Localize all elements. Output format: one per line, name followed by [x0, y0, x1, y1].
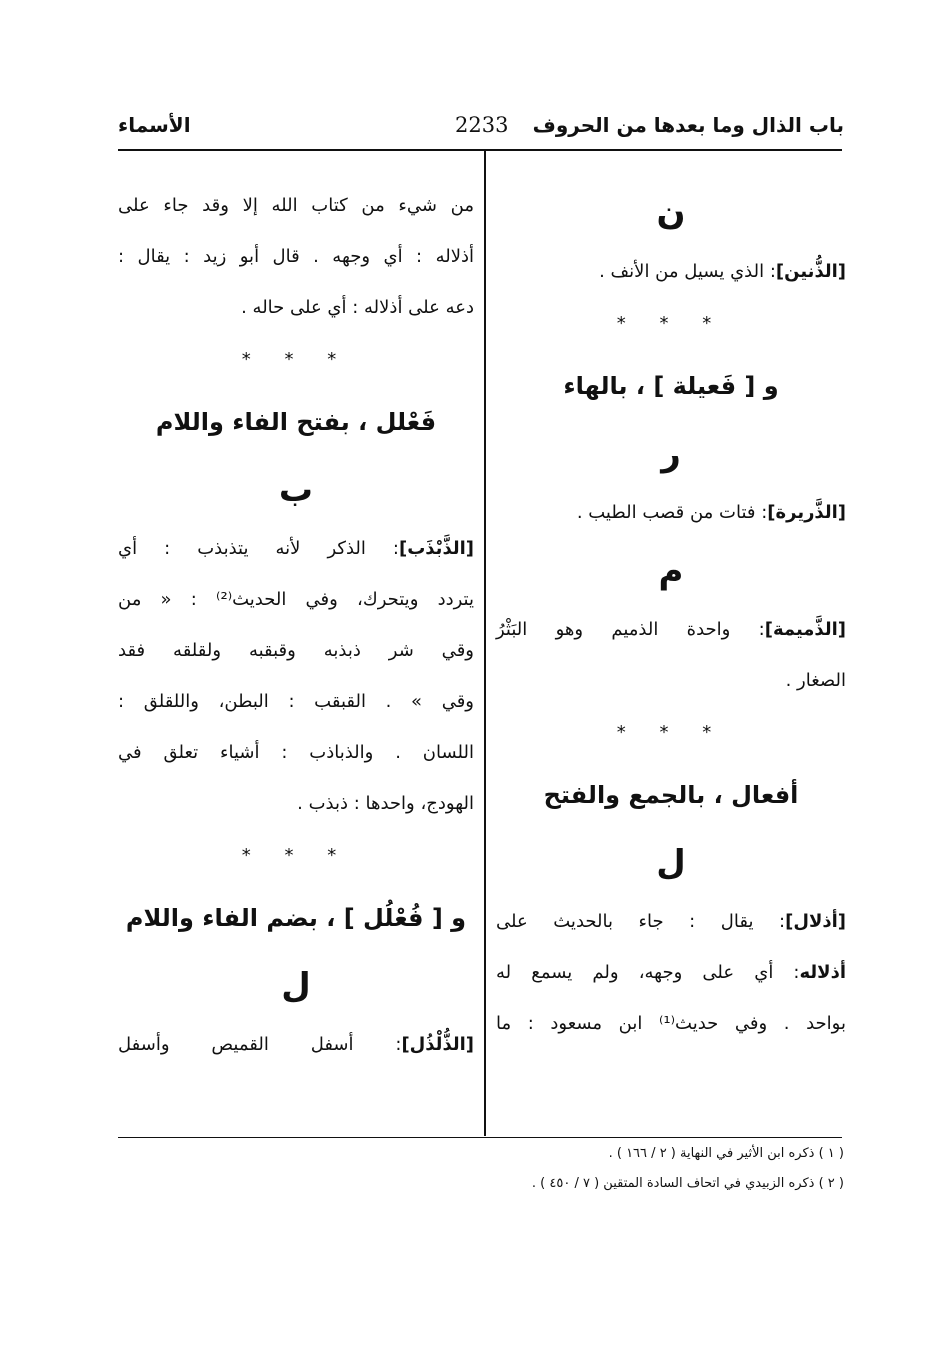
- section-heading-fulul: و [ فُعْلُل ] ، بضم الفاء واللام: [125, 904, 467, 932]
- letter-heading-ra: ر: [661, 434, 681, 474]
- letter-heading-lam: ل: [281, 966, 311, 1006]
- entry-definition: : أسفل القميص وأسفل: [118, 1034, 402, 1055]
- entry-term: [أذلال]: [785, 911, 846, 932]
- entry-dhuldhul: [118, 1019, 474, 1070]
- body-line: أذلاله : أي وجهه . قال أبو زيد : يقال :: [118, 246, 474, 267]
- section-heading-afal: أفعال ، بالجمع والفتح: [543, 781, 799, 809]
- section-heading-faila: و [ فَعيلة ] ، بالهاء: [563, 372, 779, 400]
- entry-definition: : الذكر لأنه يتذبذب : أي: [118, 538, 399, 559]
- column-divider: [484, 150, 486, 1136]
- section-name: الأسماء: [118, 113, 191, 137]
- entry-definition: : الذي يسيل من الأنف .: [599, 261, 776, 282]
- separator-stars: * * *: [616, 313, 726, 334]
- entry-dhamima-cont: الصغار .: [785, 670, 846, 691]
- entry-dhabdhab-line: وقي شر ذبذبه وقبقبه ولقلقه فقد: [118, 640, 474, 661]
- entry-adhlal-line: [496, 947, 846, 998]
- footnote-2: ( ٢ ) ذكره الزبيدي في اتحاف السادة المتقين ( ٧ / ٤٥٠ ) .: [531, 1176, 844, 1191]
- separator-stars: * * *: [241, 349, 351, 370]
- entry-dhunayn: [496, 246, 846, 297]
- letter-heading-lam: ل: [656, 843, 686, 883]
- entry-adhlal-line: [496, 896, 846, 947]
- right-column: [496, 180, 846, 1049]
- entry-term: أذلاله: [799, 962, 846, 983]
- entry-term: [الذَّريرة]: [767, 502, 846, 523]
- entry-dhabdhab-line: اللسان . والذباذب : أشياء تعلق في: [118, 742, 474, 763]
- page-number: 2233: [455, 113, 509, 137]
- entry-dhabdhab-line: يتردد ويتحرك، وفي الحديث⁽²⁾ : « من: [118, 589, 474, 610]
- entry-dhabdhab-line: الهودج، واحدها : ذبذب .: [297, 793, 474, 814]
- entry-term: [الذَّميمة]: [764, 619, 846, 640]
- left-column: [118, 180, 474, 1070]
- letter-heading-ba: ب: [278, 470, 314, 510]
- entry-dhamima: [496, 604, 846, 655]
- body-line: من شيء من كتاب الله إلا وقد جاء على: [118, 195, 474, 216]
- entry-definition: : فتات من قصب الطيب .: [576, 502, 768, 523]
- entry-term: [الذَّبْذَب]: [398, 538, 474, 559]
- letter-heading-nun: ن: [656, 193, 686, 233]
- entry-term: [الذُّلْذُل]: [401, 1034, 474, 1055]
- header-rule: [118, 149, 842, 151]
- entry-definition: : يقال : جاء بالحديث على: [496, 911, 786, 932]
- chapter-title: باب الذال وما بعدها من الحروف: [532, 113, 844, 137]
- footnote-1: ( ١ ) ذكره ابن الأثير في النهاية ( ٢ / ١٦٦ ) .: [608, 1146, 844, 1161]
- letter-heading-mim: م: [658, 551, 684, 591]
- entry-dhariira: [496, 487, 846, 538]
- entry-adhlal-line: بواحد . وفي حديث⁽¹⁾ ابن مسعود : ما: [496, 1013, 846, 1034]
- entry-definition: : أي على وجهه، ولم يسمع له: [496, 962, 800, 983]
- entry-definition: : واحدة الذميم وهو البَثْرُ: [496, 619, 765, 640]
- section-heading-falal: فَعْلل ، بفتح الفاء واللام: [155, 408, 437, 436]
- footnote-rule: [118, 1137, 842, 1138]
- entry-dhabdhab-line: وقي » . القبقب : البطن، واللقلق :: [118, 691, 474, 712]
- separator-stars: * * *: [241, 845, 351, 866]
- body-line: دعه على أذلاله : أي على حاله .: [241, 297, 474, 318]
- entry-term: [الذُّنين]: [775, 261, 846, 282]
- entry-dhabdhab-line: [118, 523, 474, 574]
- separator-stars: * * *: [616, 722, 726, 743]
